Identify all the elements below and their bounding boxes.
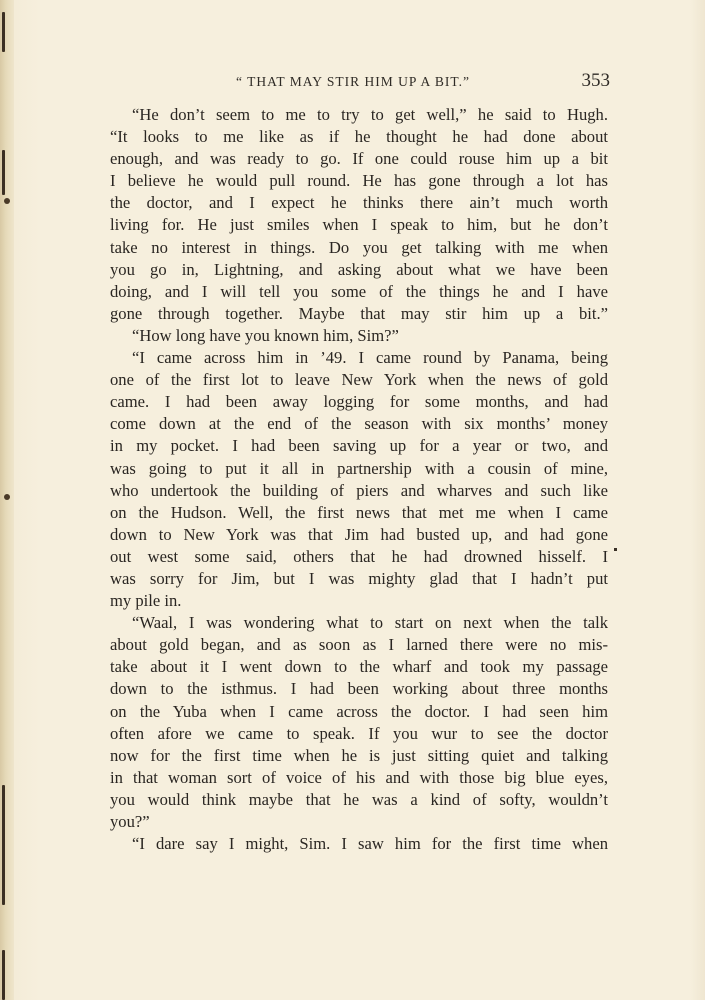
- binding-dot: [4, 494, 10, 500]
- binding-mark: [2, 12, 5, 52]
- text-line: come down at the end of the season with six months’ money: [110, 414, 608, 434]
- text-line: now for the first time when he is just sitting quiet and talking: [110, 745, 608, 765]
- text-line: “He don’t seem to me to try to get well,” he said to Hugh.: [132, 105, 608, 124]
- text-line: “How long have you known him, Sim?”: [132, 325, 399, 345]
- text-line: on the Hudson. Well, the first news that met me when I came: [110, 502, 608, 522]
- text-line: down to New York was that Jim had busted up, and had gone: [110, 524, 608, 544]
- text-line: “Waal, I was wondering what to start on next when the talk: [132, 613, 608, 633]
- text-line: in my pocket. I had been saving up for a year or two, and: [110, 436, 608, 456]
- page-number: 353: [581, 70, 610, 91]
- text-line: I believe he would pull round. He has gone through a lot has: [110, 171, 608, 191]
- text-line: doing, and I will tell you some of the things he and I have: [110, 281, 608, 301]
- text-line: gone through together. Maybe that may stir him up a bit.”: [110, 303, 608, 323]
- binding-dot: [4, 198, 10, 204]
- text-line: you would think maybe that he was a kind of softy, wouldn’t: [110, 789, 608, 809]
- binding-mark: [2, 785, 5, 905]
- text-line: take no interest in things. Do you get talking with me when: [110, 237, 608, 257]
- page-header: [108, 70, 610, 96]
- text-line: out west some said, others that he had drowned hisself. I: [110, 546, 608, 566]
- text-line: one of the first lot to leave New York when the news of gold: [110, 370, 608, 390]
- text-line: “It looks to me like as if he thought he had done about: [110, 127, 608, 147]
- text-line: about gold began, and as soon as I larned there were no mis-: [110, 635, 608, 655]
- text-line: who undertook the building of piers and wharves and such like: [110, 480, 608, 500]
- binding-mark: [2, 150, 5, 195]
- text-line: my pile in.: [110, 591, 182, 611]
- text-line: in that woman sort of voice of his and with those big blue eyes,: [110, 767, 608, 787]
- text-line: came. I had been away logging for some months, and had: [110, 392, 608, 412]
- binding-edge: [0, 0, 14, 1000]
- body-text: [110, 104, 608, 855]
- text-line: take about it I went down to the wharf and took my passage: [110, 657, 608, 677]
- text-line: “I dare say I might, Sim. I saw him for the first time when: [132, 834, 608, 854]
- text-line: often afore we came to speak. If you wur to see the doctor: [110, 723, 608, 743]
- text-line: down to the isthmus. I had been working about three months: [110, 679, 608, 699]
- text-line: was going to put it all in partnership with a cousin of mine,: [110, 458, 608, 478]
- text-line: you go in, Lightning, and asking about what we have been: [110, 259, 608, 279]
- running-head: “ THAT MAY STIR HIM UP A BIT.”: [236, 74, 471, 89]
- text-line: enough, and was ready to go. If one could rouse him up a bit: [110, 149, 608, 169]
- text-line: you?”: [110, 812, 150, 831]
- text-line: “I came across him in ’49. I came round by Panama, being: [132, 348, 608, 368]
- text-line: was sorry for Jim, but I was mighty glad that I hadn’t put: [110, 568, 608, 588]
- text-line: the doctor, and I expect he thinks there ain’t much worth: [110, 193, 608, 213]
- text-line: on the Yuba when I came across the doctor. I had seen him: [110, 701, 608, 721]
- binding-mark: [2, 950, 5, 1000]
- ink-speck: [614, 548, 617, 551]
- text-line: living for. He just smiles when I speak to him, but he don’t: [110, 215, 608, 235]
